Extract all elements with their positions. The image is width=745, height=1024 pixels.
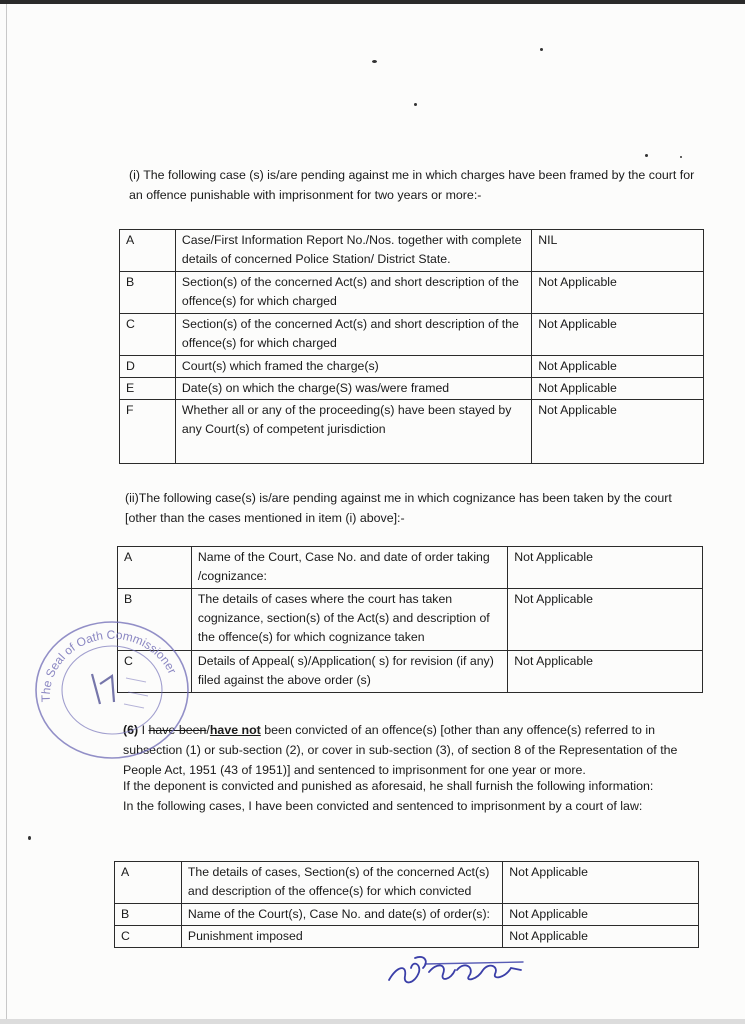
section-6-line: (6) I have been/have not been convicted of an offence(s) [other than any offence(s) referred to in	[123, 723, 656, 737]
row-description: Whether all or any of the proceeding(s) have been stayed by any Court(s) of competent jurisdiction	[175, 400, 531, 464]
row-description: The details of cases, Section(s) of the concerned Act(s) and description of the offence(s) for which convicted	[181, 862, 502, 904]
table-row	[120, 356, 704, 378]
row-description: Name of the Court(s), Case No. and date(s) of order(s):	[181, 904, 502, 926]
row-key: B	[118, 589, 192, 651]
section-6-line: People Act, 1951 (43 of 1951)] and sentenced to imprisonment for one year or more.	[123, 763, 586, 777]
row-value: Not Applicable	[532, 356, 704, 378]
section-i-intro-line: (i) The following case (s) is/are pending against me in which charges have been framed by the court for	[129, 168, 695, 182]
row-description: Section(s) of the concerned Act(s) and short description of the offence(s) for which charged	[175, 272, 531, 314]
row-description: Punishment imposed	[181, 926, 502, 948]
row-description: Details of Appeal( s)/Application( s) for revision (if any) filed against the above order (s)	[191, 651, 507, 693]
section-6-line: If the deponent is convicted and punished as aforesaid, he shall furnish the following information:	[123, 779, 654, 793]
row-key: E	[120, 378, 176, 400]
section-i-intro-line: an offence punishable with imprisonment for two years or more:-	[129, 188, 482, 202]
section-6-line: subsection (1) or sub-section (2), or cover in sub-section (3), of section 8 of the Representation of the	[123, 743, 678, 757]
scan-speck	[540, 48, 543, 51]
table-row	[115, 904, 699, 926]
table-row	[120, 314, 704, 356]
row-key: A	[120, 230, 176, 272]
row-value: Not Applicable	[532, 314, 704, 356]
row-description: Date(s) on which the charge(S) was/were framed	[175, 378, 531, 400]
row-key: D	[120, 356, 176, 378]
row-description: The details of cases where the court has taken cognizance, section(s) of the Act(s) and description of the offence(s) for which cognizance taken	[191, 589, 507, 651]
scan-top-edge	[0, 0, 745, 4]
section-6-info	[123, 776, 703, 816]
scan-speck	[28, 836, 31, 840]
table-row	[118, 547, 703, 589]
table-row	[115, 926, 699, 948]
scan-left-edge	[6, 4, 7, 1019]
section-6-paragraph	[123, 720, 695, 780]
table-row	[120, 230, 704, 272]
table-row	[118, 589, 703, 651]
scan-speck	[414, 103, 417, 106]
scan-bottom-edge	[0, 1019, 745, 1024]
svg-text:The Seal of Oath Commissioner: The Seal of Oath Commissioner	[38, 627, 180, 703]
row-key: A	[118, 547, 192, 589]
section-i-intro	[129, 165, 701, 205]
section-ii-intro-line: [other than the cases mentioned in item (i) above]:-	[125, 511, 405, 525]
row-value: Not Applicable	[503, 926, 699, 948]
row-value: Not Applicable	[508, 547, 703, 589]
row-key: C	[120, 314, 176, 356]
conviction-table	[114, 861, 699, 948]
charges-table	[119, 229, 704, 464]
cognizance-table	[117, 546, 703, 693]
row-key: C	[115, 926, 182, 948]
row-description: Case/First Information Report No./Nos. together with complete details of concerned Police Station/ District State.	[175, 230, 531, 272]
row-key: F	[120, 400, 176, 464]
scan-speck	[372, 60, 377, 63]
struck-option: have been	[148, 723, 207, 737]
chosen-option: have not	[209, 723, 261, 737]
row-value: Not Applicable	[532, 272, 704, 314]
row-key: C	[118, 651, 192, 693]
signature-icon	[385, 948, 535, 993]
section-6-line: In the following cases, I have been convicted and sentenced to imprisonment by a court of law:	[123, 799, 643, 813]
seal-stamp-icon	[28, 612, 196, 762]
scan-speck	[645, 154, 648, 157]
row-description: Court(s) which framed the charge(s)	[175, 356, 531, 378]
table-row	[115, 862, 699, 904]
row-key: B	[120, 272, 176, 314]
row-value: Not Applicable	[503, 862, 699, 904]
row-value: Not Applicable	[508, 589, 703, 651]
row-value: Not Applicable	[532, 400, 704, 464]
row-value: NIL	[532, 230, 704, 272]
scan-speck	[680, 156, 682, 158]
row-description: Section(s) of the concerned Act(s) and short description of the offence(s) for which charged	[175, 314, 531, 356]
row-key: A	[115, 862, 182, 904]
section-ii-intro-line: (ii)The following case(s) is/are pending against me in which cognizance has been taken by the court	[125, 491, 672, 505]
table-row	[120, 400, 704, 464]
row-value: Not Applicable	[503, 904, 699, 926]
row-value: Not Applicable	[508, 651, 703, 693]
table-row	[120, 378, 704, 400]
section-ii-intro	[125, 488, 697, 528]
table-row	[120, 272, 704, 314]
row-key: B	[115, 904, 182, 926]
table-row	[118, 651, 703, 693]
row-value: Not Applicable	[532, 378, 704, 400]
row-description: Name of the Court, Case No. and date of order taking /cognizance:	[191, 547, 507, 589]
